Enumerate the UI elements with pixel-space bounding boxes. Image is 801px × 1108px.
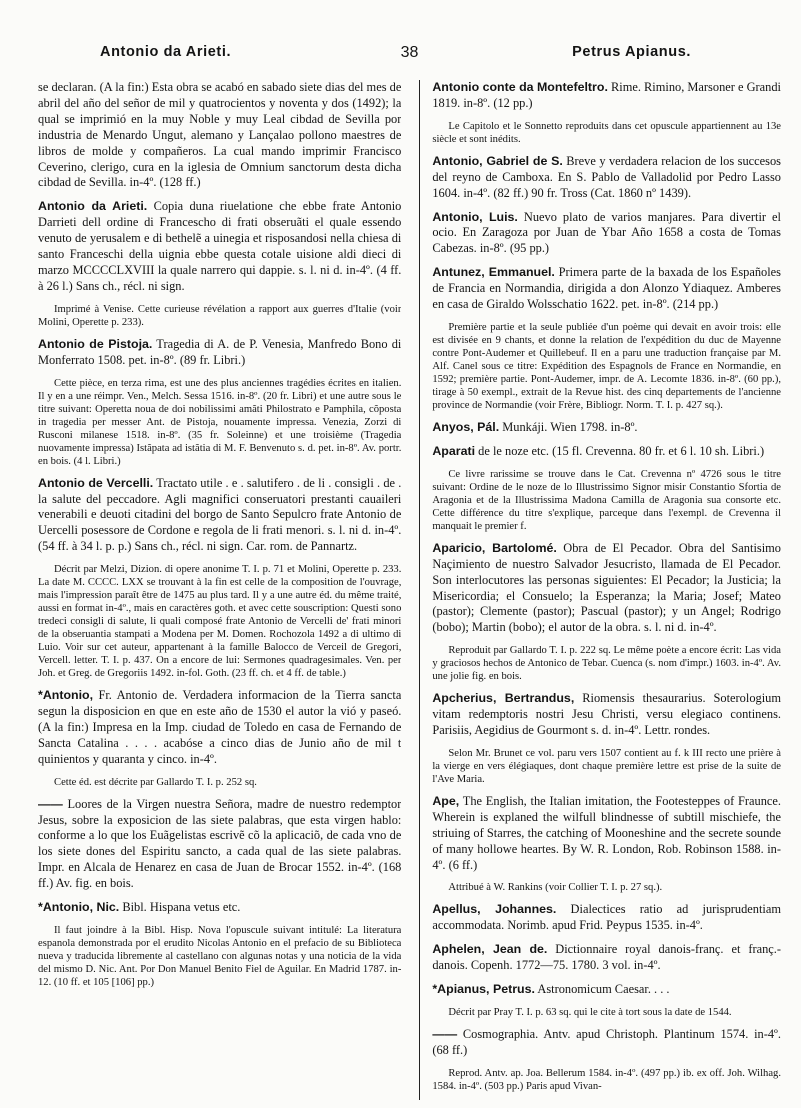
entry-heading: —— xyxy=(38,796,63,811)
bibliographic-note: Décrit par Pray T. I. p. 63 sq. qui le cite à tort sous la date de 1544. xyxy=(448,1007,732,1018)
entry-heading: Antonio de Vercelli. xyxy=(38,475,154,490)
left-column xyxy=(38,80,401,1100)
catalog-entry xyxy=(38,900,401,916)
bibliographic-note: Ce livre rarissime se trouve dans le Cat. Crevenna nº 4726 sous le titre suivant: Ordine de le noze de lo Illustrissimo Signor misir Constantio Sfortia de Aragonia et de la Illustrissima Madona Camilla de Aragonia sua consorte etc. Cette différence du titre s'explique, parceque dans l'exempl. de Crevenna il manquait le premier f. xyxy=(432,468,781,532)
bibliographic-note: Cette pièce, en terza rima, est une des plus anciennes tragédies écrites en italien. Il y en a une réimpr. Ven., Melch. Sessa 1516. in-8º. (20 fr. Libri) et une autre sous le titre suivant: Operetta noua de doi nobilissimi amãti Philostrato e Pamphila, cõposta in tragedia per messer Ant. de Pistoja, nouamente impressa. Venezia, Zorzi di Rusconi milanese 1518. in-8º. (35 fr. Soleinne) et une troisième (Tragedia nuovamente impressa) Istãpata ad istãtia di M. F. Benvenuto s. d. pet. in-8º. Av. portr. en bois. (4 l. Libri.) xyxy=(38,377,402,467)
entry-heading: Antonio, Luis. xyxy=(432,209,518,224)
column-rule xyxy=(419,80,420,1100)
entry-text: Bibl. Hispana vetus etc. xyxy=(119,900,241,915)
catalog-entry xyxy=(432,210,781,258)
entry-heading: Ape, xyxy=(432,793,460,808)
entry-heading: Aparicio, Bartolomé. xyxy=(432,540,557,555)
catalog-entry xyxy=(38,199,401,294)
catalog-entry xyxy=(432,942,781,974)
bibliographic-note: Cette éd. est décrite par Gallardo T. I. p. 252 sq. xyxy=(54,776,257,788)
catalog-entry xyxy=(432,1027,781,1059)
header-left: Antonio da Arieti. xyxy=(100,44,232,60)
entry-text: Dictionnaire royal danois-franç. et franç.-danois. Copenh. 1772—75. 1780. 3 vol. in-4º. xyxy=(432,942,781,973)
entry-heading: Antonio conte da Montefeltro. xyxy=(432,80,608,94)
entry-continuation xyxy=(38,80,401,191)
catalog-entry xyxy=(38,476,401,556)
entry-text: Munkáji. Wien 1798. in-8º. xyxy=(499,419,638,434)
catalog-entry xyxy=(432,154,781,202)
entry-heading: Antonio de Pistoja. xyxy=(38,336,153,351)
entry-text: Fr. Antonio de. Verdadera informacion de la Tierra sancta segun la disposicion en que en este año de 1530 el autor la vió y paseó. (A la fin:) Impresa en la Imp. ciudad de Toledo en casa de Fernando de Sancta Catalina . . . . acabóse a cinco dias de Junio año de mil t quinientos y quaranta y cinco. in-4º. xyxy=(38,688,402,766)
bibliographic-note: Reprod. Antv. ap. Joa. Bellerum 1584. in-4º. (497 pp.) ib. ex off. Joh. Wilhag. 1584. in-4º. (503 pp.) Paris apud Vivan- xyxy=(432,1067,781,1092)
entry-text: Copia duna riuelatione che ebbe frate Antonio Darrieti dell ordine di Francescho di frati obseruãti el quale essendo venuto de yerusalem e di bethelẽ a uinegia et risposandosi nella chiesa di santo Franceschi della uignia ebbe questa cotale uisione aldi dieci di marzo MCCCCLXVIII la quale narrero qui dappie. s. l. ni d. in-4º. (4 ff. à 26 l.) Sans ch., récl. ni sign. xyxy=(38,199,402,293)
entry-heading: *Apianus, Petrus. xyxy=(432,982,535,997)
entry-text: The English, the Italian imitation, the Footesteppes of Fraunce. Wherein is explaned the wilfull blindnesse of subtill mischiefe, the striuing of Starres, the catching of Mooneshine and the secrete sounde of many hollowe heartes. By W. R. London, Rob. Robinson 1588. in-4º. (6 ff.) xyxy=(432,793,781,872)
catalog-entry xyxy=(432,902,781,934)
entry-text: Rime. Rimino, Marsoner e Grandi 1819. in-8º. (12 pp.) xyxy=(432,80,781,110)
catalog-entry xyxy=(38,797,401,892)
catalog-entry xyxy=(432,265,781,313)
bibliographic-note: Il faut joindre à la Bibl. Hisp. Nova l'opuscule suivant intitulé: La literatura espanola demonstrada por el erudito Nicolas Antonio en el prefacio de su Biblioteca nueva y traducida libremente al castellano con algunas notas y una noticia de la vida del mismo D. Nic. Ant. Por Don Manuel Benito Fiel de Aguilar. En Madrid 1787. in-12. (10 ff. et 105 [106] pp.) xyxy=(38,925,402,988)
entry-text: Obra de El Pecador. Obra del Santisimo Naçimiento de nuestro Salvador Jesucristo, llamada de El Pecador. Son interlocutores las personas siguientes: El Pecador; la Justicia; la Misericordia; el Consuelo; la Esperanza; la Maria; Josef; Mateo (pastor); Clemente (pastor); Pascual (pastor); y un Angel; Rodrigo (bobo); Martin (bobo); el autor de la obra. s. l. ni d. in-4º. xyxy=(432,540,781,635)
bibliographic-note: Selon Mr. Brunet ce vol. paru vers 1507 contient au f. k III recto une prière à la vierge en vers élégiaques, dont chaque première lettre est prise de la suite de l'Ave Maria. xyxy=(432,747,781,785)
entry-heading: Aphelen, Jean de. xyxy=(432,942,548,957)
entry-text: Cosmographia. Antv. apud Christoph. Plantinum 1574. in-4º. (68 ff.) xyxy=(432,1027,781,1057)
entry-text: Dialectices ratio ad jurisprudentiam accommodata. Norimb. apud Frid. Peypus 1535. in-4º. xyxy=(432,902,781,933)
entry-heading: Apellus, Johannes. xyxy=(432,902,557,917)
two-column-body xyxy=(38,80,781,1100)
catalog-entry xyxy=(38,688,401,768)
entry-heading: Anyos, Pál. xyxy=(432,419,500,434)
entry-heading: *Antonio, xyxy=(38,688,94,703)
bibliographic-note: Imprimé à Venise. Cette curieuse révélation a rapport aux guerres d'Italie (voir Molini, Operette p. 233). xyxy=(38,303,402,328)
entry-text: Astronomicum Caesar. . . . xyxy=(534,982,670,997)
catalog-entry xyxy=(432,541,781,636)
entry-text: Tragedia di A. de P. Venesia, Manfredo Bono di Monferrato 1508. pet. in-8º. (89 fr. Libri.) xyxy=(38,336,402,367)
bibliographic-note: Première partie et la seule publiée d'un poème qui devait en avoir trois: elle est divisée en 9 chants, et donne la relation de l'expédition du duc de Mayenne contre Pont-Audemer et Quillebeuf. Il en a paru une traduction française par M. Alf. Canel sous ce titre: Expédition des Espagnols de France en Normandie, en 1592; première partie. Pont-Audemer, impr. de A. Lecomte 1836. in-8º. (60 pp.), tirage à 50 exempl., extrait de la Revue hist. des cinq departements de l'ancienne province de Normandie (voir Frère, Bibliogr. Norm. T. I. p. 427 sq.). xyxy=(432,321,781,411)
entry-text: Breve y verdadera relacion de los succesos del reyno de Camboxa. En S. Pablo de Valladolid por Pedro Lasso 1604. in-4º. (82 ff.) 90 fr. Tross (Cat. 1860 nº 1439). xyxy=(432,153,781,200)
catalog-entry xyxy=(432,691,781,739)
entry-text: Riomensis thesaurarius. Soterologium vitam redemptoris nostri Jesu Christi, versu elegiaco continens. Parisiis, Aegidius de Gourmont s. d. in-4º. Lettr. rondes. xyxy=(432,691,781,738)
header-right: Petrus Apianus. xyxy=(572,44,691,60)
page-number: 38 xyxy=(400,44,419,61)
entry-text: Tractato utile . e . salutifero . de li . consigli . de . la salute del peccadore. Agli magnifici conseruatori prestanti cauaileri venerabili e deuoti citadini del borgo de Santo Sepulcro frate Antonio de Uercelli posessore de Cordone e regola de li frati menori. s. l. ni d. in-4º. (54 ff. à 34 l. p. p.) Sans ch., récl. ni sign. Car. rom. de Pannartz. xyxy=(38,475,402,554)
entry-heading: Aparati xyxy=(432,443,476,458)
catalog-entry xyxy=(432,794,781,874)
entry-text: Loores de la Virgen nuestra Señora, madre de nuestro redemptor Jesus, sobre la exposicion de las siete palabras, que esta virgen hablo: conforme a lo que los Euãgelistas escrivẽ cõ la aplicaciõ, de cada vno de los siete dones del Espiritu sancto, a cada qual de las siete palabras. Impr. en Alcala de Henarez en casa de Juan de Brocar 1552. in-4º. (168 ff.) Av. fig. en bois. xyxy=(38,796,402,891)
entry-heading: Apcherius, Bertrandus, xyxy=(432,691,575,706)
catalog-entry xyxy=(38,337,401,369)
entry-heading: Antonio, Gabriel de S. xyxy=(432,153,563,168)
bibliographic-note: Le Capitolo et le Sonnetto reproduits dans cet opuscule appartiennent au 13e siècle et sont inédits. xyxy=(432,120,781,145)
entry-text: se declaran. (A la fin:) Esta obra se acabó en sabado siete dias del mes de abril del año del señor de mil y quatrocientos y noventa y dos (1492); la qual se imprimió en la muy Noble y muy Leal cibdad de Sevilla por industria de Menardo Ungut, alemano y Lançalao pollono maestres de libros de molde y compañeros. La cual mando imprimir Francisco Ceverino, clerigo, cura en la iglesia de Omnium sanctorum desta dicha cibdad de Sevilla. in-4º. (128 ff.) xyxy=(38,80,402,190)
entry-text: de le noze etc. (15 fl. Crevenna. 80 fr. et 6 l. 10 sh. Libri.) xyxy=(475,443,765,458)
entry-heading: Antunez, Emmanuel. xyxy=(432,265,555,280)
entry-heading: *Antonio, Nic. xyxy=(38,900,120,915)
entry-heading: —— xyxy=(432,1027,458,1041)
bibliographic-note: Reproduit par Gallardo T. I. p. 222 sq. Le même poète a encore écrit: Las vida y graciosos hechos de Antonico de Tebar. Cuenca (s. nom d'impr.) 1603. in-4º. Av. une jolie fig. en bois. xyxy=(432,645,781,683)
entry-text: Nuevo plato de varios manjares. Para divertir el ocio. En Zaragoza por Juan de Ybar Año 1658 a costa de Tomas Cabezas. in-8º. (95 pp.) xyxy=(432,209,781,256)
entry-text: Primera parte de la baxada de los Españoles de Francia en Normandia, dirigida a don Alonzo Ydiaquez. Amberes en casa de Giraldo Wolsschatio 1622. pet. in-8º. (214 pp.) xyxy=(432,265,781,312)
entry-heading: Antonio da Arieti. xyxy=(38,199,148,214)
catalog-entry xyxy=(432,80,781,112)
catalog-entry xyxy=(432,444,781,460)
right-column xyxy=(432,80,781,1100)
catalog-entry xyxy=(432,982,781,998)
catalog-entry xyxy=(432,420,781,436)
running-header xyxy=(38,44,781,66)
bibliographic-note: Décrit par Melzi, Dizion. di opere anonime T. I. p. 71 et Molini, Operette p. 233. La date M. CCCC. LXX se trouvant à la fin est celle de la composition de l'ouvrage, mais l'impression paraît être de 1475 au plus tard. Il y a une autre éd. du même traité, aussi en format in-4º., mais en caractères goth. et avec cette souscription: Questi sono tredeci consigli di salute, li quali composé frate Antonio de Vercelli de' frati minori de la obseruantia stampati a Modena per M. Domen. Rochozola 1492 a di ultimo di Luio. Voir sur cet auteur, appartenant à la famille Balocco de Verceil de Gregori, Vercell. letter. T. I. p. 437. On a encore de lui: Sermones quadragesimales. Ven. per Joh. et Greg. de Gregoriis 1492. in-fol. Goth. (23 ff. ch. et 4 ff. de table.) xyxy=(38,564,402,680)
bibliographic-note: Attribué à W. Rankins (voir Collier T. I. p. 27 sq.). xyxy=(448,882,663,894)
